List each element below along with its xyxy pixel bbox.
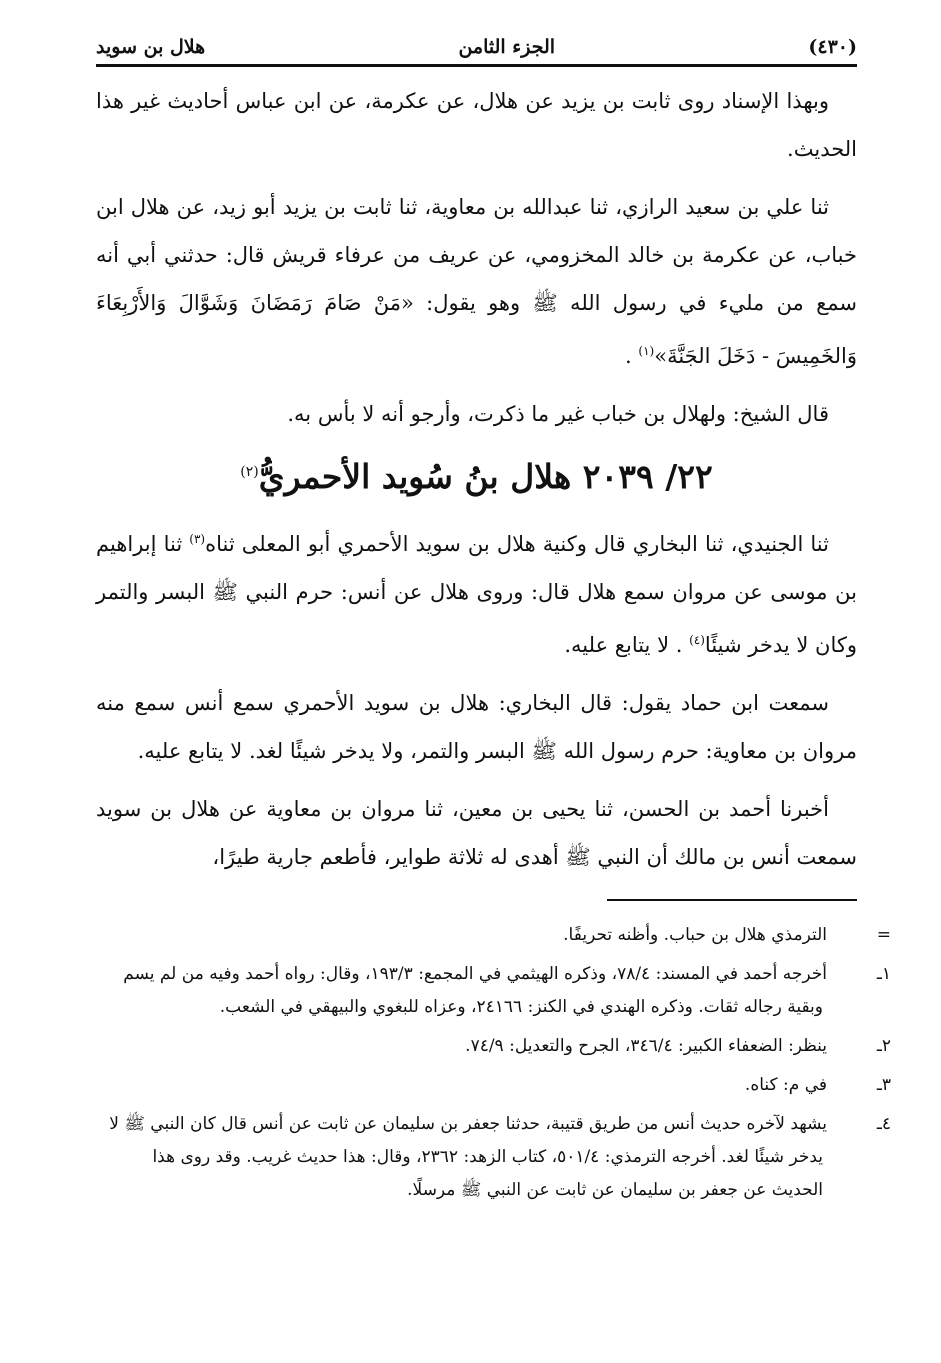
footnote-mark: (٤) <box>689 633 705 647</box>
paragraph: أخبرنا أحمد بن الحسن، ثنا يحيى بن معين، ثنا مروان بن معاوية عن هلال بن سويد سمعت أنس بن مالك أن النبي ﷺ أهدى له ثلاثة طواير، فأطعم جارية طيرًا، <box>96 797 857 869</box>
footnote: ٣ـفي م: كناه. <box>744 1075 891 1095</box>
paragraph: ثنا علي بن سعيد الرازي، ثنا عبدالله بن معاوية، ثنا ثابت بن يزيد أبو زيد، عن هلال ابن خباب، عن عكرمة بن خالد المخزومي، عن عريف من عرفاء قريش قال: حدثني أبي أنه سمع من مليء في رسول الله ﷺ وهو يقول: «مَنْ صَامَ رَمَضَانَ وَشَوَّالَ وَالأَرْبِعَاءَ وَالخَمِيسَ - دَخَلَ الجَنَّةَ»$^{(١)}$ . <box>96 195 857 368</box>
main-text <box>96 77 857 881</box>
footnote-mark: (١) <box>638 344 655 358</box>
paragraph: قال الشيخ: ولهلال بن خباب غير ما ذكرت، وأرجو أنه لا بأس به. <box>287 402 829 426</box>
running-head <box>96 36 857 64</box>
footnotes <box>96 919 891 1207</box>
section-title: هلال بن سويد <box>96 36 206 58</box>
footnote: ١ـأخرجه أحمد في المسند: ٧٨/٤، وذكره الهيثمي في المجمع: ١٩٣/٣، وقال: رواه أحمد وفيه من لم يسم وبقية رجاله ثقات. وذكره الهندي في الكنز: ٢٤١٦٦، وعزاه للبغوي والبيهقي في الشعب. <box>123 964 891 1017</box>
footnote: =الترمذي هلال بن حباب. وأظنه تحريفًا. <box>563 925 891 945</box>
paragraph: وبهذا الإسناد روى ثابت بن يزيد عن هلال، عن عكرمة، عن ابن عباس أحاديث غير هذا الحديث. <box>96 89 857 161</box>
entry-title: ٢٢/ ٢٠٣٩ هلال بنُ سُويد الأحمريُّ$^{(٢)}$ <box>240 457 713 496</box>
volume-title: الجزء الثامن <box>458 36 556 58</box>
footnote-mark: (٣) <box>189 532 206 546</box>
footnote-separator <box>607 899 857 901</box>
paragraph: سمعت ابن حماد يقول: قال البخاري: هلال بن سويد الأحمري سمع أنس سمع منه مروان بن معاوية: حرم رسول الله ﷺ البسر والتمر، ولا يدخر شيئًا لغد. لا يتابع عليه. <box>96 691 857 763</box>
footnote: ٢ـينظر: الضعفاء الكبير: ٣٤٦/٤، الجرح والتعديل: ٧٤/٩. <box>465 1036 891 1056</box>
paragraph: ثنا الجنيدي، ثنا البخاري قال وكنية هلال بن سويد الأحمري أبو المعلى ثناه$^{(٣)}$ ثنا إبراهيم بن موسى عن مروان سمع هلال قال: وروى هلال عن أنس: حرم النبي ﷺ البسر والتمر وكان لا يدخر شيئًا$^{(٤)}$ . لا يتابع عليه. <box>96 532 857 657</box>
header-rule <box>96 64 857 67</box>
footnote: ٤ـيشهد لآخره حديث أنس من طريق قتيبة، حدثنا جعفر بن سليمان عن ثابت عن أنس قال كان النبي ﷺ لا يدخر شيئًا لغد. أخرجه الترمذي: ٥٠١/٤، كتاب الزهد: ٢٣٦٢، وقال: هذا حديث غريب. وقد روى هذا الحديث عن جعفر بن سليمان عن ثابت عن النبي ﷺ مرسلًا. <box>109 1114 891 1200</box>
footnote-mark: (٢) <box>240 464 259 480</box>
page-number: (٤٣٠) <box>808 36 857 58</box>
